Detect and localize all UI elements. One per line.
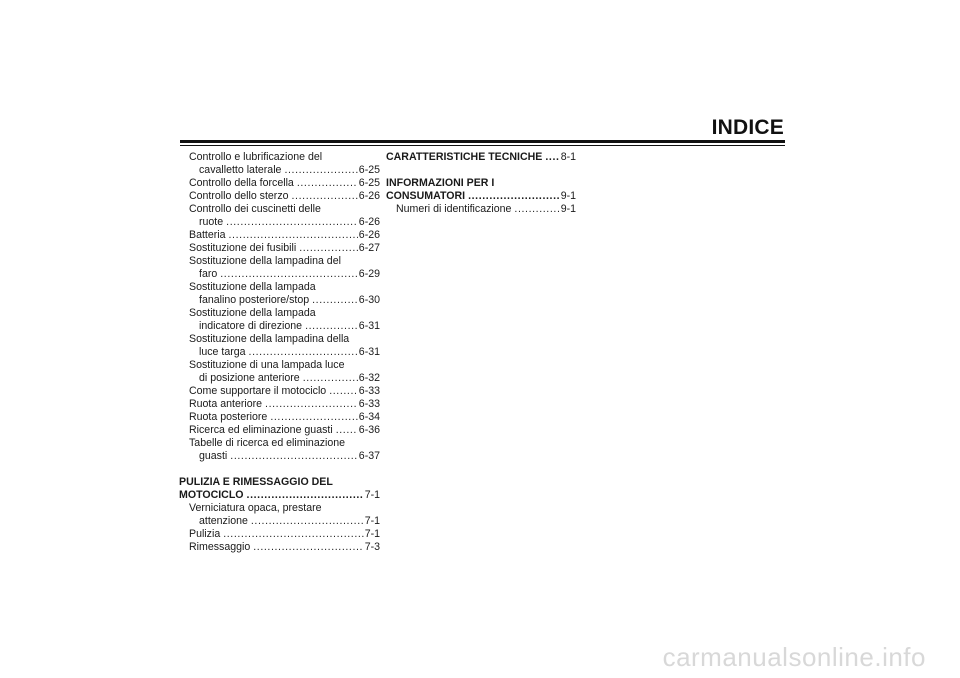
page-number: 8-1 [560,151,576,163]
toc-entry[interactable] [179,359,380,385]
toc-entry-text: faro [199,268,218,280]
watermark: carmanualsonline.info [662,642,926,672]
toc-entry-row [179,229,380,242]
leader-dots [284,164,357,177]
toc-entry-row [386,203,576,216]
toc-entry-row [179,242,380,255]
page-number: 6-27 [358,242,380,254]
toc-entry-row [179,372,380,385]
toc-entry-row [179,398,380,411]
toc-entry-text: Controllo dello sterzo [189,190,289,202]
toc-entry-text: fanalino posteriore/stop [199,294,310,306]
page-number: 6-29 [358,268,380,280]
leader-dots [292,190,358,203]
leader-dots [247,489,364,502]
toc-entry-line: Sostituzione della lampada [189,307,316,319]
page-number: 6-37 [358,450,380,462]
header-rule-thick [180,140,785,143]
toc-entry-text: Ruota anteriore [189,398,263,410]
spacer [179,463,380,476]
toc-entry-text: Ruota posteriore [189,411,268,423]
leader-dots [329,385,358,398]
toc-entry[interactable] [179,190,380,203]
leader-dots [229,229,358,242]
toc-entry-row [179,320,380,333]
section-title: CARATTERISTICHE TECNICHE [386,151,543,163]
page-number: 6-26 [358,229,380,241]
toc-entry-line: Sostituzione della lampadina della [189,333,350,345]
leader-dots [468,190,560,203]
spacer [386,164,576,177]
toc-entry-text: Pulizia [189,528,221,540]
toc-entry-text: Come supportare il motociclo [189,385,327,397]
leader-dots [265,398,358,411]
toc-entry[interactable] [179,151,380,177]
section-title-row [179,489,380,502]
toc-entry-row [179,450,380,463]
leader-dots [303,372,358,385]
toc-entry[interactable] [179,541,380,554]
toc-section-informazioni[interactable] [386,177,576,203]
toc-entry[interactable] [179,229,380,242]
toc-entry[interactable] [179,281,380,307]
toc-entry-row [179,346,380,359]
page-number: 6-26 [358,190,380,202]
page-number: 7-3 [364,541,380,553]
toc-entry-row [179,177,380,190]
page-number: 6-25 [358,177,380,189]
toc-entry-line: Tabelle di ricerca ed eliminazione [189,437,346,449]
leader-dots [226,216,358,229]
toc-entry-text: Batteria [189,229,226,241]
toc-entry-line: Sostituzione di una lampada luce [189,359,345,371]
toc-entry[interactable] [179,307,380,333]
leader-dots [223,528,363,541]
leader-dots [220,268,358,281]
toc-entry-text: Ricerca ed eliminazione guasti [189,424,333,436]
toc-entry-row [179,385,380,398]
toc-entry-row [179,268,380,281]
toc-entry-row [179,528,380,541]
page-number: 6-31 [358,320,380,332]
page-number: 6-31 [358,346,380,358]
leader-dots [336,424,358,437]
page-number: 7-1 [364,528,380,540]
section-title-line: CONSUMATORI [386,190,466,202]
page-number: 6-33 [358,398,380,410]
toc-entry-line: Controllo e lubrificazione del [189,151,323,163]
toc-entry-text: ruote [199,216,224,228]
leader-dots [299,242,358,255]
page-number: 6-25 [358,164,380,176]
toc-entry[interactable] [179,385,380,398]
toc-entry[interactable] [179,177,380,190]
toc-entry-row [179,515,380,528]
leader-dots [230,450,358,463]
toc-entry-text: Rimessaggio [189,541,251,553]
header-rule-thin [180,145,785,146]
toc-entry-text: luce targa [199,346,246,358]
leader-dots [545,151,559,164]
leader-dots [305,320,358,333]
toc-section-pulizia[interactable] [179,476,380,502]
toc-pulizia-entries [179,502,380,554]
toc-entry-row [179,190,380,203]
toc-left-column [179,151,380,554]
section-title-row [386,190,576,203]
toc-entry[interactable] [179,437,380,463]
leader-dots [253,541,363,554]
toc-entry-line: Sostituzione della lampadina del [189,255,341,267]
toc-section-caratteristiche[interactable] [386,151,576,164]
toc-entry-text: guasti [199,450,228,462]
page-title: INDICE [711,116,784,139]
toc-informazioni-entries [386,203,576,216]
page-number: 6-33 [358,385,380,397]
leader-dots [297,177,358,190]
page-number: 6-32 [358,372,380,384]
toc-entry[interactable] [179,502,380,528]
leader-dots [270,411,357,424]
page-number: 7-1 [364,489,380,501]
toc-entry[interactable] [179,255,380,281]
toc-entry[interactable] [179,242,380,255]
toc-entry-text: cavalletto laterale [199,164,282,176]
toc-entry[interactable] [179,203,380,229]
toc-entry-text: indicatore di direzione [199,320,303,332]
toc-entry[interactable] [179,398,380,411]
toc-entry-text: attenzione [199,515,248,527]
toc-entry-line: Sostituzione della lampada [189,281,316,293]
toc-entry-line: Verniciatura opaca, prestare [189,502,322,514]
section-title-line: INFORMAZIONI PER I [386,177,495,189]
toc-entry[interactable] [179,333,380,359]
page-number: 6-30 [358,294,380,306]
leader-dots [514,203,559,216]
toc-entry[interactable] [179,411,380,424]
toc-entry[interactable] [179,424,380,437]
leader-dots [312,294,358,307]
toc-entry-row [179,216,380,229]
toc-entry-text: Sostituzione dei fusibili [189,242,297,254]
page-number: 9-1 [560,190,576,202]
leader-dots [249,346,358,359]
toc-entry[interactable] [179,528,380,541]
toc-right-column [386,151,576,216]
page-number: 6-26 [358,216,380,228]
toc-entry-text: di posizione anteriore [199,372,300,384]
toc-entry-line: Controllo dei cuscinetti delle [189,203,321,215]
toc-entry-row [179,424,380,437]
page-number: 6-36 [358,424,380,436]
section-title-line: MOTOCICLO [179,489,244,501]
section-title-line: PULIZIA E RIMESSAGGIO DEL [179,476,333,488]
toc-entry-text: Numeri di identificazione [396,203,512,215]
toc-left-intro-list [179,151,380,463]
toc-entry-text: Controllo della forcella [189,177,294,189]
toc-entry-row [179,294,380,307]
toc-entry-row [179,411,380,424]
toc-entry-row [179,541,380,554]
page-number: 7-1 [364,515,380,527]
page-number: 6-34 [358,411,380,423]
toc-entry-row [179,164,380,177]
toc-entry[interactable] [386,203,576,216]
leader-dots [251,515,364,528]
page-number: 9-1 [560,203,576,215]
